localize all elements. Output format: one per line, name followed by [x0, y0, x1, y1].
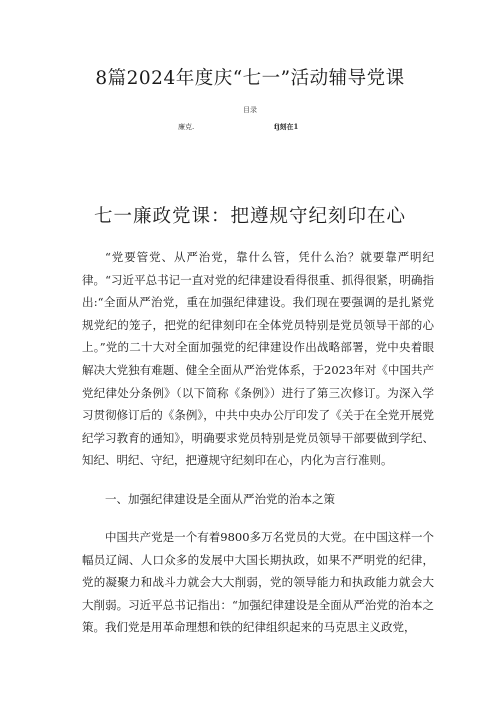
toc-heading: 目录 — [243, 106, 257, 114]
toc-entry-page: fj刻在1 — [274, 122, 299, 131]
toc-entry[interactable] — [178, 122, 318, 132]
document-title: 8篇2024年度庆“七一”活动辅导党课 — [95, 68, 405, 89]
section-title: 七一廉政党课：把遵规守纪刻印在心 — [93, 206, 406, 227]
paragraph-intro: “党要管党、从严治党，靠什么管，凭什么治？就要靠严明纪律。“习近平总书记一直对党的纪律建设看得很重、抓得很紧，明确指出:“全面从严治党，重在加强纪律建设。我们现在要强调的是扎紧党规党纪的笼子，把党的纪律刻印在全体党员特别是党员领导干部的心上。”党的二十大对全面加强党的纪律建设作出战略部署，党中央着眼解决大党独有难题、健全全面从严治党体系，于2023年对《中国共产党纪律处分条例》（以下简称《条例》）进行了第三次修订。为深入学习贯彻修订后的《条例》，中共中央办公厅印发了《关于在全党开展党纪学习教育的通知》，明确要求党员特别是党员领导干部要做到学纪、知纪、明纪、守纪，把遵规守纪刻印在心，内化为言行准则。 — [82, 250, 434, 468]
toc-entry-title: 廉克. — [178, 123, 195, 131]
paragraph-body: 中国共产党是一个有着9800多万名党员的大党。在中国这样一个幅员辽阔、人口众多的发展中大国长期执政，如果不严明党的纪律，党的凝聚力和战斗力就会大大削弱，党的领导能力和执政能力就会大大削弱。习近平总书记指出：“加强纪律建设是全面从严治党的治本之策。我们党是用革命理想和铁的纪律组织起来的马克思主义政党， — [82, 530, 434, 635]
section-subheading: 一、加强纪律建设是全面从严治党的治本之策 — [105, 492, 335, 506]
